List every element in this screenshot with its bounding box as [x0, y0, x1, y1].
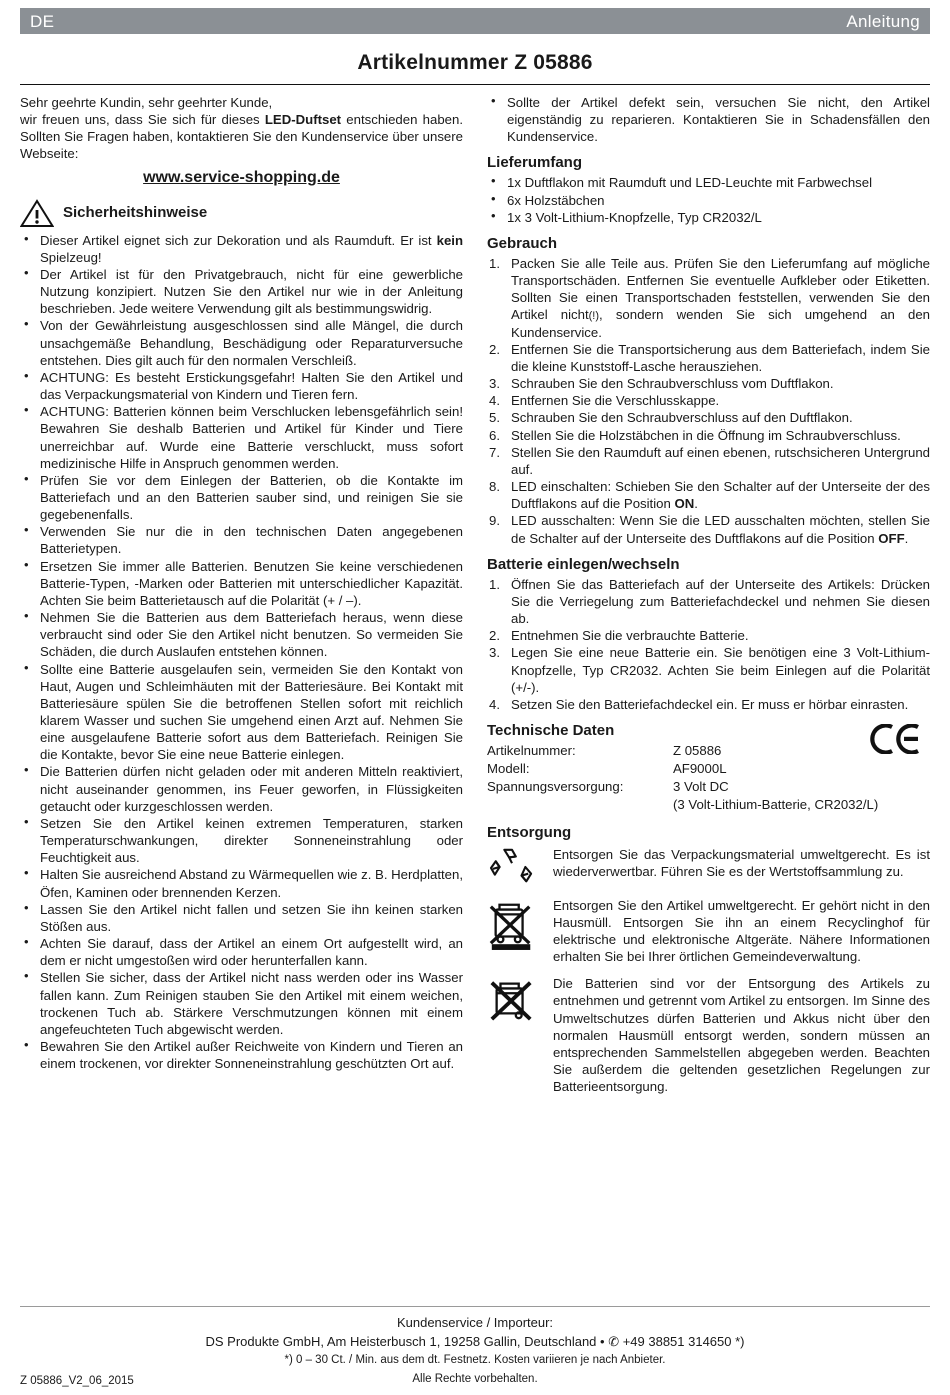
- list-item: • ACHTUNG: Es besteht Erstickungsgefahr! Halten Sie den Artikel und das Verpackungsmaterial von Kindern und Tieren fern.: [20, 369, 463, 403]
- list-item: • ACHTUNG: Batterien können beim Verschlucken lebensgefährlich sein! Bewahren Sie deshalb Batterien und Artikel für Kinder und Tiere unerreichbar auf. Wurde eine Batterie verschluckt, muss sofort medizinische Hilfe in Anspruch genommen werden.: [20, 403, 463, 472]
- tech-key: [487, 796, 673, 814]
- page-header-bar: [20, 8, 930, 34]
- usage-heading: Gebrauch: [487, 234, 558, 252]
- tech-key: Modell:: [487, 761, 530, 777]
- list-item: Setzen Sie den Batteriefachdeckel ein. Er muss er hörbar einrasten.: [511, 696, 909, 712]
- intro-paragraph: [20, 111, 463, 162]
- list-item: • Stellen Sie sicher, dass der Artikel nicht nass werden oder ins Wasser fallen kann. Zum Reinigen stauben Sie den Artikel mit einem weichen, trockenen Tuch ab. Stärkere Verschmutzungen können mit einem angefeuchteten Tuch abgewischt werden.: [20, 969, 463, 1038]
- tariff-note: *) 0 – 30 Ct. / Min. aus dem dt. Festnetz. Kosten variieren je nach Anbieter.: [284, 1353, 666, 1366]
- scope-heading: Lieferumfang: [487, 154, 583, 172]
- table-row: [487, 778, 878, 796]
- warning-triangle-icon: [20, 199, 54, 228]
- list-item: Stellen Sie den Raumduft auf einen ebenen, rutschsicheren Untergrund auf.: [511, 444, 930, 477]
- list-item: • Verwenden Sie nur die in den technischen Daten angegebenen Batterietypen.: [20, 523, 463, 557]
- list-item: LED einschalten: Schieben Sie den Schalter auf der Unterseite der des Duftflakons auf die Position ON.: [511, 479, 930, 512]
- page-footer: [20, 1306, 930, 1385]
- list-item: • Von der Gewährleistung ausgeschlossen sind alle Mängel, die durch unsachgemäße Behandlung, Beschädigung oder Reparaturversuche entstehen. Dies gilt auch für den normalen Verschleiß.: [20, 317, 463, 368]
- list-item: • Nehmen Sie die Batterien aus dem Batteriefach heraus, wenn diese verbraucht sind oder Sie den Artikel nicht benutzen. So vermeiden Sie Schäden, die durch Auslaufen entstehen können.: [20, 609, 463, 660]
- list-item: • Achten Sie darauf, dass der Artikel an einem Ort aufgestellt wird, an dem er nicht umgestoßen wird oder herunterfallen kann.: [20, 935, 463, 969]
- list-item: • Bewahren Sie den Artikel außer Reichweite von Kindern und Tieren an einem trockenen, vor direkter Sonneneinstrahlung geschützten Ort auf.: [20, 1038, 463, 1072]
- table-row: [487, 742, 878, 760]
- technical-data-section: [487, 722, 930, 815]
- list-item: Öffnen Sie das Batteriefach auf der Unterseite des Artikels: Drücken Sie die Verriegelung zum Batteriefachdeckel und nehmen Sie diesen ab.: [511, 576, 930, 627]
- document-code: Z 05886_V2_06_2015: [20, 1375, 134, 1387]
- list-item: Legen Sie eine neue Batterie ein. Sie benötigen eine 3 Volt-Lithium-Knopfzelle, Typ CR2032. Achten Sie beim Einlegen auf die Polarität (+/-).: [511, 645, 930, 695]
- footer-divider: [20, 1306, 930, 1307]
- manual-page: [0, 8, 950, 1395]
- disposal-entry: [487, 846, 930, 893]
- left-column: [20, 94, 463, 1072]
- list-item: Schrauben Sie den Schraubverschluss auf den Duftflakon.: [511, 410, 853, 426]
- list-item: LED ausschalten: Wenn Sie die LED ausschalten möchten, stellen Sie de Schalter auf der Unterseite des Duftflakons auf die Position OFF.: [511, 513, 930, 546]
- battery-heading: Batterie einlegen/wechseln: [487, 555, 680, 573]
- list-item: • 1x Duftflakon mit Raumduft und LED-Leuchte mit Farbwechsel: [487, 174, 930, 191]
- right-column: [487, 94, 930, 1095]
- technical-data-table: [487, 742, 878, 815]
- language-code: DE: [30, 11, 55, 31]
- table-row: [487, 760, 878, 778]
- table-row: [487, 796, 878, 814]
- list-item: • Lassen Sie den Artikel nicht fallen und setzen Sie ihn keinen starken Stößen aus.: [20, 901, 463, 935]
- list-item: • Prüfen Sie vor dem Einlegen der Batterien, ob die Kontakte im Batteriefach und an den Batterien sauber sind, und reinigen Sie sie gegebenenfalls.: [20, 472, 463, 523]
- tech-key: Spannungsversorgung:: [487, 779, 624, 795]
- rights-reserved-note: Alle Rechte vorbehalten.: [412, 1373, 538, 1385]
- intro-block: [20, 94, 463, 187]
- technical-heading: Technische Daten: [487, 721, 615, 739]
- list-item: • 6x Holzstäbchen: [487, 192, 930, 209]
- tech-value: AF9000L: [673, 761, 727, 777]
- usage-numbered-list: [487, 255, 930, 547]
- recycling-loop-icon: [487, 846, 543, 893]
- disposal-entry: [487, 897, 930, 966]
- list-item: Schrauben Sie den Schraubverschluss vom Duftflakon.: [511, 376, 834, 392]
- list-item: • 1x 3 Volt-Lithium-Knopfzelle, Typ CR2032/L: [487, 209, 930, 226]
- document-type-label: Anleitung: [846, 11, 920, 31]
- title-divider: [20, 84, 930, 85]
- list-item: Stellen Sie die Holzstäbchen in die Öffnung im Schraubverschluss.: [511, 427, 901, 443]
- safety-heading: Sicherheitshinweise: [63, 204, 208, 222]
- disposal-text: Entsorgen Sie den Artikel umweltgerecht. Er gehört nicht in den Hausmüll. Entsorgen Sie ihn an einem Recyclinghof für elektrische und elektronische Altgeräte. Nähere Informationen erhalten Sie bei Ihrer örtlichen Gemeindeverwaltung.: [553, 897, 930, 965]
- safety-continued-text: Sollte der Artikel defekt sein, versuchen Sie nicht, den Artikel eigenständig zu reparieren. Kontaktieren Sie in Schadensfällen den Kundenservice.: [507, 95, 930, 145]
- two-column-body: [20, 94, 930, 1095]
- tech-key: Artikelnummer:: [487, 742, 576, 758]
- list-item: Entfernen Sie die Verschlusskappe.: [511, 393, 720, 409]
- intro-greeting: Sehr geehrte Kundin, sehr geehrter Kunde,: [20, 95, 273, 110]
- list-item: [487, 94, 930, 145]
- tech-value: Z 05886: [673, 742, 722, 758]
- list-item: • Setzen Sie den Artikel keinen extremen Temperaturen, starken Temperaturschwankungen, direkter Sonneneinstrahlung oder Feuchtigkeit aus.: [20, 815, 463, 866]
- ce-mark-icon: [868, 724, 924, 754]
- product-name: LED-Duftset: [264, 112, 342, 128]
- tech-value: (3 Volt-Lithium-Batterie, CR2032/L): [673, 797, 879, 813]
- disposal-text: Die Batterien sind vor der Entsorgung des Artikels zu entnehmen und getrennt vom Artikel zu entsorgen. Im Sinne des Umweltschutzes dürfen Batterien und Akkus nicht über den normalen Hausmüll entsorgt werden, sondern müssen an entsprechenden Sammelstellen abgegeben werden. Beachten Sie außerdem die geltenden gesetzlichen Regelungen zur Batterieentsorgung.: [553, 976, 930, 1095]
- list-item: • Die Batterien dürfen nicht geladen oder mit anderen Mitteln reaktiviert, nicht auseinander genommen, ins Feuer geworfen, in Flüssigkeiten getaucht oder kurzgeschlossen werden.: [20, 763, 463, 814]
- intro-text-part1: wir freuen uns, dass Sie sich für dieses: [20, 112, 265, 128]
- disposal-entries: [487, 846, 930, 1096]
- disposal-heading: Entsorgung: [487, 823, 572, 841]
- list-item: • Ersetzen Sie immer alle Batterien. Benutzen Sie keine verschiedenen Batterie-Typen, -Marken oder Batterien mit unterschiedlicher Kapazität. Achten Sie beim Batterietausch auf die Polarität (+ / –).: [20, 558, 463, 609]
- crossed-out-wheelie-bin-icon: [487, 897, 543, 956]
- intro-text-part2: entschieden haben. Sollten Sie Fragen haben, kontaktieren Sie den Kundenservice über unsere Webseite:: [20, 112, 463, 162]
- service-importer-label: Kundenservice / Importeur:: [396, 1315, 554, 1331]
- tech-value: 3 Volt DC: [673, 779, 729, 795]
- list-item: • Sollte eine Batterie ausgelaufen sein, vermeiden Sie den Kontakt von Haut, Augen und Schleimhäuten mit der Batteriesäure. Bei Kontakt mit Batteriesäure spülen Sie die betroffenen Stellen sofort mit reichlich klarem Wasser und suchen Sie umgehend einen Arzt auf. Nehmen Sie eine ausgelaufene Batterie sofort aus dem Batteriefach. Reinigen Sie die Kontakte, bevor Sie eine neue Batterie einlegen.: [20, 661, 463, 764]
- list-item: • Dieser Artikel eignet sich zur Dekoration und als Raumduft. Er ist kein Spielzeug!: [20, 232, 463, 266]
- page-title: Artikelnummer Z 05886: [357, 51, 593, 74]
- scope-bullet-list: [487, 174, 930, 225]
- disposal-text: Entsorgen Sie das Verpackungsmaterial umweltgerecht. Es ist wiederverwertbar. Führen Sie es der Wertstoffsammlung zu.: [553, 846, 930, 879]
- list-item: Entnehmen Sie die verbrauchte Batterie.: [511, 628, 749, 644]
- safety-section-header: [20, 199, 463, 228]
- battery-numbered-list: [487, 576, 930, 713]
- battery-crossed-out-bin-icon: [487, 975, 543, 1028]
- safety-bullet-list: [20, 232, 463, 1073]
- service-website-link[interactable]: www.service-shopping.de: [143, 168, 340, 186]
- list-item: Packen Sie alle Teile aus. Prüfen Sie den Lieferumfang auf mögliche Transportschäden. Entfernen Sie eventuelle Aufkleber oder Etiketten. Sollten Sie einen Transportschaden feststellen, verwenden Sie den Artikel nicht(!), sondern wenden Sie sich umgehend an den Kundenservice.: [511, 255, 930, 340]
- safety-continued-list: [487, 94, 930, 145]
- company-address-line: DS Produkte GmbH, Am Heisterbusch 1, 19258 Gallin, Deutschland • ✆ +49 38851 314650 *): [205, 1333, 745, 1349]
- disposal-entry: [487, 975, 930, 1095]
- list-item: • Der Artikel ist für den Privatgebrauch, nicht für eine gewerbliche Nutzung konzipiert. Nutzen Sie den Artikel nur wie in der Anleitung beschrieben. Jede weitere Verwendung gilt als bestimmungswidrig.: [20, 266, 463, 317]
- list-item: Entfernen Sie die Transportsicherung aus dem Batteriefach, indem Sie die kleine Kunststoff-Lasche herausziehen.: [511, 341, 930, 375]
- list-item: • Halten Sie ausreichend Abstand zu Wärmequellen wie z. B. Herdplatten, Öfen, Kaminen oder brennenden Kerzen.: [20, 866, 463, 900]
